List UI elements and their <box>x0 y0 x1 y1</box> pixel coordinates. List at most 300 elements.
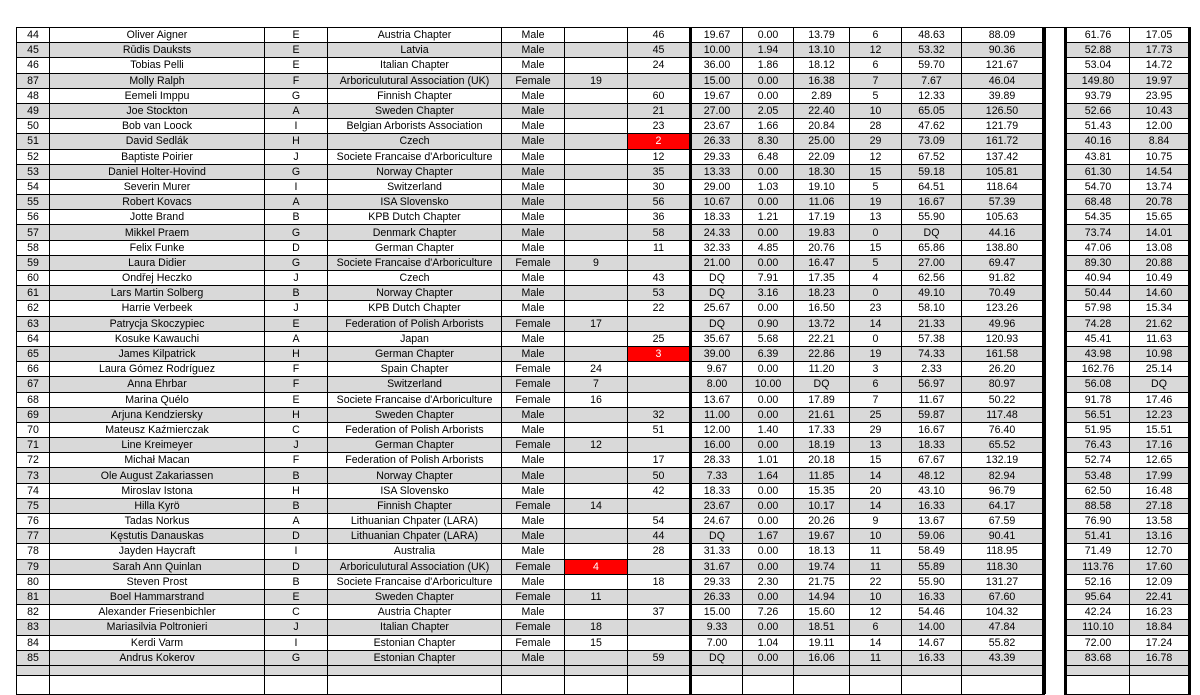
cell-team: Societe Francaise d'Arboriculture <box>328 392 502 407</box>
cell-score-2: 0.00 <box>743 73 794 88</box>
cell-score-1: 12.00 <box>691 422 743 437</box>
cell-gender: Male <box>502 164 565 179</box>
cell-score-total: 105.81 <box>962 164 1044 179</box>
blank-cell <box>50 675 265 694</box>
cell-place-male: 56 <box>628 195 691 210</box>
cell-place-male <box>628 498 691 513</box>
cell-place-male: 12 <box>628 149 691 164</box>
cell-gender: Male <box>502 422 565 437</box>
cell-place-male: 37 <box>628 605 691 620</box>
cell-score-8: 22.41 <box>1130 589 1190 604</box>
cell-place-male: 45 <box>628 43 691 58</box>
cell-score-1: 24.33 <box>691 225 743 240</box>
blank-cell <box>1066 665 1130 675</box>
blank-row <box>17 665 1190 675</box>
cell-score-5: 14.67 <box>902 635 962 650</box>
cell-team: Finnish Chapter <box>328 88 502 103</box>
cell-score-5: 65.86 <box>902 240 962 255</box>
cell-score-7: 53.48 <box>1066 468 1130 483</box>
cell-score-4: 29 <box>850 422 902 437</box>
cell-score-total: 39.89 <box>962 88 1044 103</box>
cell-score-8: 16.48 <box>1130 483 1190 498</box>
cell-score-3: 13.72 <box>794 316 850 331</box>
cell-score-7: 45.41 <box>1066 331 1130 346</box>
cell-place-male <box>628 392 691 407</box>
blank-cell <box>328 665 502 675</box>
cell-score-5: 11.67 <box>902 392 962 407</box>
cell-place-female: 11 <box>565 589 628 604</box>
cell-team: Italian Chapter <box>328 620 502 635</box>
cell-score-8: 17.73 <box>1130 43 1190 58</box>
cell-score-8: 17.16 <box>1130 438 1190 453</box>
cell-place-male: 17 <box>628 453 691 468</box>
cell-competitor-name: Tadas Norkus <box>50 514 265 529</box>
cell-competitor-name: Tobias Pelli <box>50 58 265 73</box>
cell-score-total: 118.64 <box>962 179 1044 194</box>
cell-score-1: 23.67 <box>691 119 743 134</box>
cell-score-total: 104.32 <box>962 605 1044 620</box>
cell-competitor-name: David Sedlák <box>50 134 265 149</box>
cell-score-total: 57.39 <box>962 195 1044 210</box>
cell-score-3: 11.20 <box>794 362 850 377</box>
cell-score-2: 1.66 <box>743 119 794 134</box>
cell-score-total: 126.50 <box>962 103 1044 118</box>
cell-gender: Female <box>502 73 565 88</box>
cell-gender: Male <box>502 650 565 665</box>
cell-score-2: 4.85 <box>743 240 794 255</box>
cell-score-7: 42.24 <box>1066 605 1130 620</box>
cell-place-female <box>565 650 628 665</box>
cell-group: H <box>265 346 328 361</box>
blank-cell <box>794 675 850 694</box>
cell-score-5: 43.10 <box>902 483 962 498</box>
cell-competitor-number: 83 <box>17 620 50 635</box>
cell-competitor-name: Mateusz Kaźmierczak <box>50 422 265 437</box>
cell-score-1: 10.00 <box>691 43 743 58</box>
cell-score-4: 19 <box>850 346 902 361</box>
cell-competitor-number: 67 <box>17 377 50 392</box>
cell-competitor-number: 50 <box>17 119 50 134</box>
cell-place-male <box>628 73 691 88</box>
cell-place-male: 43 <box>628 271 691 286</box>
cell-competitor-number: 58 <box>17 240 50 255</box>
cell-team: Latvia <box>328 43 502 58</box>
cell-place-female <box>565 468 628 483</box>
cell-gender: Male <box>502 331 565 346</box>
cell-score-4: 12 <box>850 605 902 620</box>
column-gap <box>1046 316 1066 331</box>
cell-group: J <box>265 301 328 316</box>
cell-gender: Male <box>502 605 565 620</box>
cell-score-1: 27.00 <box>691 103 743 118</box>
cell-score-3: 18.23 <box>794 286 850 301</box>
cell-competitor-name: Joe Stockton <box>50 103 265 118</box>
cell-score-5: 14.00 <box>902 620 962 635</box>
cell-gender: Male <box>502 119 565 134</box>
cell-group: D <box>265 529 328 544</box>
cell-score-5: 55.89 <box>902 559 962 574</box>
cell-score-8: 23.95 <box>1130 88 1190 103</box>
cell-place-female <box>565 346 628 361</box>
cell-score-7: 56.08 <box>1066 377 1130 392</box>
cell-score-5: 67.67 <box>902 453 962 468</box>
cell-score-4: 6 <box>850 620 902 635</box>
blank-cell <box>691 665 743 675</box>
cell-score-1: 9.33 <box>691 620 743 635</box>
blank-cell <box>1046 665 1066 675</box>
cell-score-1: 24.67 <box>691 514 743 529</box>
table-row <box>17 514 1190 529</box>
cell-team: Austria Chapter <box>328 28 502 43</box>
cell-score-total: 105.63 <box>962 210 1044 225</box>
table-row <box>17 392 1190 407</box>
cell-score-2: 7.26 <box>743 605 794 620</box>
cell-place-female: 19 <box>565 73 628 88</box>
cell-score-4: 28 <box>850 119 902 134</box>
table-row <box>17 483 1190 498</box>
cell-score-2: 10.00 <box>743 377 794 392</box>
cell-score-7: 61.30 <box>1066 164 1130 179</box>
cell-place-male: 60 <box>628 88 691 103</box>
cell-score-7: 162.76 <box>1066 362 1130 377</box>
cell-group: D <box>265 240 328 255</box>
table-row <box>17 43 1190 58</box>
blank-cell <box>565 675 628 694</box>
cell-score-8: 8.84 <box>1130 134 1190 149</box>
cell-competitor-number: 57 <box>17 225 50 240</box>
cell-group: I <box>265 119 328 134</box>
cell-team: Austria Chapter <box>328 605 502 620</box>
cell-score-3: 18.13 <box>794 544 850 559</box>
table-row <box>17 574 1190 589</box>
cell-score-7: 51.43 <box>1066 119 1130 134</box>
table-row <box>17 134 1190 149</box>
cell-score-3: 17.35 <box>794 271 850 286</box>
cell-competitor-name: Anna Ehrbar <box>50 377 265 392</box>
cell-team: KPB Dutch Chapter <box>328 210 502 225</box>
cell-competitor-number: 78 <box>17 544 50 559</box>
cell-score-total: 120.93 <box>962 331 1044 346</box>
cell-score-3: 20.18 <box>794 453 850 468</box>
cell-team: Switzerland <box>328 179 502 194</box>
cell-score-4: 23 <box>850 301 902 316</box>
cell-team: Arboriculutural Association (UK) <box>328 73 502 88</box>
cell-score-8: 17.05 <box>1130 28 1190 43</box>
cell-score-1: 23.67 <box>691 498 743 513</box>
cell-place-male: 32 <box>628 407 691 422</box>
cell-score-3: 18.12 <box>794 58 850 73</box>
cell-team: German Chapter <box>328 240 502 255</box>
cell-score-2: 1.01 <box>743 453 794 468</box>
cell-competitor-name: Lars Martin Solberg <box>50 286 265 301</box>
cell-score-5: 18.33 <box>902 438 962 453</box>
cell-score-4: 5 <box>850 88 902 103</box>
cell-place-female <box>565 331 628 346</box>
cell-place-female <box>565 574 628 589</box>
cell-team: Estonian Chapter <box>328 635 502 650</box>
cell-place-female <box>565 544 628 559</box>
cell-gender: Male <box>502 346 565 361</box>
cell-score-8: 10.43 <box>1130 103 1190 118</box>
cell-gender: Male <box>502 483 565 498</box>
cell-score-2: 5.68 <box>743 331 794 346</box>
cell-competitor-number: 69 <box>17 407 50 422</box>
cell-place-female <box>565 88 628 103</box>
cell-score-1: 25.67 <box>691 301 743 316</box>
cell-score-3: 16.06 <box>794 650 850 665</box>
cell-score-total: 47.84 <box>962 620 1044 635</box>
cell-gender: Male <box>502 453 565 468</box>
cell-gender: Male <box>502 225 565 240</box>
cell-team: Federation of Polish Arborists <box>328 453 502 468</box>
cell-group: J <box>265 271 328 286</box>
table-row <box>17 362 1190 377</box>
blank-cell <box>265 665 328 675</box>
cell-group: G <box>265 88 328 103</box>
cell-gender: Male <box>502 43 565 58</box>
cell-team: Czech <box>328 271 502 286</box>
results-table-body <box>17 28 1190 695</box>
cell-competitor-name: Harrie Verbeek <box>50 301 265 316</box>
cell-group: A <box>265 195 328 210</box>
cell-group: C <box>265 605 328 620</box>
table-row <box>17 28 1190 43</box>
cell-score-total: 69.47 <box>962 255 1044 270</box>
cell-score-total: 161.72 <box>962 134 1044 149</box>
cell-score-7: 95.64 <box>1066 589 1130 604</box>
cell-score-1: 11.00 <box>691 407 743 422</box>
cell-score-1: 19.67 <box>691 88 743 103</box>
cell-score-2: 1.64 <box>743 468 794 483</box>
table-row <box>17 544 1190 559</box>
cell-score-3: 19.10 <box>794 179 850 194</box>
cell-competitor-number: 60 <box>17 271 50 286</box>
cell-score-5: 16.33 <box>902 589 962 604</box>
cell-score-3: 20.26 <box>794 514 850 529</box>
cell-score-8: 14.60 <box>1130 286 1190 301</box>
cell-competitor-number: 45 <box>17 43 50 58</box>
cell-score-2: 0.00 <box>743 362 794 377</box>
cell-score-total: 44.16 <box>962 225 1044 240</box>
cell-score-8: 17.24 <box>1130 635 1190 650</box>
cell-score-5: 59.18 <box>902 164 962 179</box>
cell-score-4: 20 <box>850 483 902 498</box>
column-gap <box>1046 574 1066 589</box>
cell-place-male: 58 <box>628 225 691 240</box>
cell-score-3: 13.79 <box>794 28 850 43</box>
column-gap <box>1046 483 1066 498</box>
cell-competitor-number: 79 <box>17 559 50 574</box>
cell-score-total: 137.42 <box>962 149 1044 164</box>
table-row <box>17 271 1190 286</box>
cell-place-female: 17 <box>565 316 628 331</box>
cell-score-8: 16.78 <box>1130 650 1190 665</box>
cell-competitor-number: 68 <box>17 392 50 407</box>
table-row <box>17 58 1190 73</box>
cell-score-4: 14 <box>850 468 902 483</box>
cell-score-1: 29.33 <box>691 149 743 164</box>
cell-score-2: 0.00 <box>743 407 794 422</box>
cell-score-1: 28.33 <box>691 453 743 468</box>
cell-score-8: 19.97 <box>1130 73 1190 88</box>
cell-place-male <box>628 620 691 635</box>
cell-place-female <box>565 422 628 437</box>
cell-score-8: 10.75 <box>1130 149 1190 164</box>
cell-place-male: 59 <box>628 650 691 665</box>
cell-place-female: 24 <box>565 362 628 377</box>
cell-score-3: 10.17 <box>794 498 850 513</box>
cell-competitor-name: Ole August Zakariassen <box>50 468 265 483</box>
cell-score-4: 15 <box>850 240 902 255</box>
column-gap <box>1046 468 1066 483</box>
cell-group: A <box>265 103 328 118</box>
cell-gender: Male <box>502 574 565 589</box>
blank-cell <box>1130 675 1190 694</box>
cell-competitor-number: 73 <box>17 468 50 483</box>
cell-score-3: DQ <box>794 377 850 392</box>
cell-score-8: 20.78 <box>1130 195 1190 210</box>
cell-score-4: 14 <box>850 316 902 331</box>
cell-score-total: 80.97 <box>962 377 1044 392</box>
cell-score-total: 46.04 <box>962 73 1044 88</box>
cell-score-1: 29.00 <box>691 179 743 194</box>
cell-score-5: 16.33 <box>902 650 962 665</box>
cell-gender: Female <box>502 362 565 377</box>
blank-cell <box>962 675 1044 694</box>
table-row <box>17 179 1190 194</box>
cell-score-3: 2.89 <box>794 88 850 103</box>
cell-score-8: 14.72 <box>1130 58 1190 73</box>
blank-cell <box>17 675 50 694</box>
cell-competitor-name: Eemeli Imppu <box>50 88 265 103</box>
blank-cell <box>1066 675 1130 694</box>
cell-score-4: 3 <box>850 362 902 377</box>
cell-score-7: 52.16 <box>1066 574 1130 589</box>
cell-score-8: 13.74 <box>1130 179 1190 194</box>
cell-gender: Male <box>502 58 565 73</box>
cell-place-female: 14 <box>565 498 628 513</box>
cell-place-male: 42 <box>628 483 691 498</box>
cell-place-male: 46 <box>628 28 691 43</box>
cell-score-7: 53.04 <box>1066 58 1130 73</box>
blank-cell <box>743 675 794 694</box>
cell-competitor-number: 85 <box>17 650 50 665</box>
cell-score-7: 54.70 <box>1066 179 1130 194</box>
cell-score-2: 8.30 <box>743 134 794 149</box>
cell-team: Norway Chapter <box>328 468 502 483</box>
cell-competitor-name: Bob van Loock <box>50 119 265 134</box>
cell-gender: Female <box>502 498 565 513</box>
cell-score-5: 56.97 <box>902 377 962 392</box>
cell-score-1: DQ <box>691 271 743 286</box>
column-gap <box>1046 240 1066 255</box>
cell-place-female <box>565 43 628 58</box>
cell-competitor-name: Mariasilvia Poltronieri <box>50 620 265 635</box>
cell-score-4: 7 <box>850 73 902 88</box>
cell-place-female: 15 <box>565 635 628 650</box>
cell-score-5: 12.33 <box>902 88 962 103</box>
cell-score-4: 19 <box>850 195 902 210</box>
cell-score-total: 64.17 <box>962 498 1044 513</box>
cell-score-5: 59.70 <box>902 58 962 73</box>
cell-competitor-number: 63 <box>17 316 50 331</box>
cell-place-male <box>628 559 691 574</box>
cell-group: E <box>265 43 328 58</box>
cell-score-total: 161.58 <box>962 346 1044 361</box>
cell-score-1: 31.67 <box>691 559 743 574</box>
cell-group: B <box>265 286 328 301</box>
cell-score-total: 67.59 <box>962 514 1044 529</box>
cell-score-8: 13.16 <box>1130 529 1190 544</box>
cell-place-male <box>628 362 691 377</box>
cell-score-8: 10.98 <box>1130 346 1190 361</box>
cell-score-3: 19.67 <box>794 529 850 544</box>
cell-score-7: 40.16 <box>1066 134 1130 149</box>
cell-score-1: 31.33 <box>691 544 743 559</box>
cell-group: G <box>265 650 328 665</box>
cell-score-1: 35.67 <box>691 331 743 346</box>
cell-score-total: 91.82 <box>962 271 1044 286</box>
cell-score-8: 21.62 <box>1130 316 1190 331</box>
cell-place-female <box>565 605 628 620</box>
column-gap <box>1046 529 1066 544</box>
cell-score-3: 13.10 <box>794 43 850 58</box>
column-gap <box>1046 392 1066 407</box>
cell-place-male: 35 <box>628 164 691 179</box>
cell-score-7: 52.74 <box>1066 453 1130 468</box>
cell-place-male <box>628 255 691 270</box>
column-gap <box>1046 377 1066 392</box>
blank-cell <box>743 665 794 675</box>
cell-team: Denmark Chapter <box>328 225 502 240</box>
cell-score-1: 32.33 <box>691 240 743 255</box>
cell-score-7: 40.94 <box>1066 271 1130 286</box>
cell-score-5: 67.52 <box>902 149 962 164</box>
cell-group: B <box>265 498 328 513</box>
cell-score-total: 131.27 <box>962 574 1044 589</box>
cell-score-3: 14.94 <box>794 589 850 604</box>
cell-score-4: 25 <box>850 407 902 422</box>
column-gap <box>1046 255 1066 270</box>
cell-score-8: 16.23 <box>1130 605 1190 620</box>
cell-score-4: 15 <box>850 164 902 179</box>
cell-score-5: 54.46 <box>902 605 962 620</box>
cell-place-male <box>628 377 691 392</box>
cell-score-2: 3.16 <box>743 286 794 301</box>
table-row <box>17 331 1190 346</box>
cell-score-4: 13 <box>850 438 902 453</box>
cell-score-total: 26.20 <box>962 362 1044 377</box>
cell-competitor-name: Felix Funke <box>50 240 265 255</box>
cell-score-7: 47.06 <box>1066 240 1130 255</box>
cell-gender: Female <box>502 559 565 574</box>
cell-competitor-number: 56 <box>17 210 50 225</box>
cell-gender: Male <box>502 179 565 194</box>
cell-score-4: 13 <box>850 210 902 225</box>
cell-competitor-name: Kerdi Varm <box>50 635 265 650</box>
blank-cell <box>265 675 328 694</box>
cell-score-3: 11.06 <box>794 195 850 210</box>
cell-place-male <box>628 438 691 453</box>
column-gap <box>1046 498 1066 513</box>
cell-score-7: 51.95 <box>1066 422 1130 437</box>
cell-score-3: 18.19 <box>794 438 850 453</box>
cell-place-female <box>565 240 628 255</box>
cell-score-8: 12.09 <box>1130 574 1190 589</box>
cell-score-8: 11.63 <box>1130 331 1190 346</box>
cell-score-1: DQ <box>691 650 743 665</box>
column-gap <box>1046 620 1066 635</box>
